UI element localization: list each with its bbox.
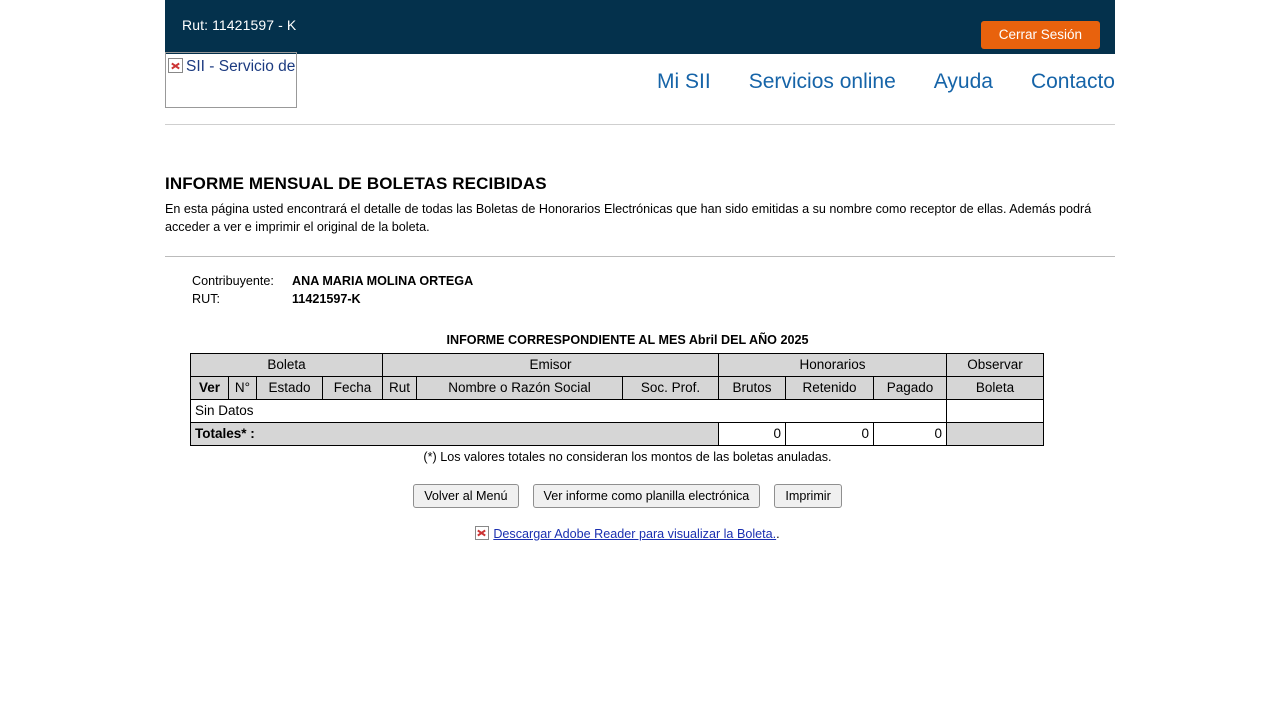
print-button[interactable]: Imprimir [774, 484, 841, 508]
group-header-honorarios: Honorarios [719, 354, 947, 377]
column-header-numero: N° [229, 377, 257, 400]
broken-image-icon [168, 58, 183, 73]
column-header-ver: Ver [191, 377, 229, 400]
contributor-value: ANA MARIA MOLINA ORTEGA [292, 274, 474, 288]
group-header-boleta: Boleta [191, 354, 383, 377]
column-header-estado: Estado [257, 377, 323, 400]
taxpayer-name-row [192, 272, 1115, 290]
table-row-totals [191, 423, 1044, 446]
table-row-empty [191, 400, 1044, 423]
column-header-rut: Rut [383, 377, 417, 400]
table-footnote: (*) Los valores totales no consideran los montos de las boletas anuladas. [423, 450, 832, 464]
content-frame [165, 0, 1115, 720]
group-header-observar: Observar [947, 354, 1044, 377]
sii-logo-alt-text: SII - Servicio de [186, 58, 296, 75]
page-intro-text: En esta página usted encontrará el detalle de todas las Boletas de Honorarios Electrónicas que han sido emitidas a su nombre como receptor de ellas. Además podrá acceder a ver e imprimir el original de la boleta. [165, 202, 1092, 234]
taxpayer-rut-value: 11421597-K [292, 292, 361, 306]
report-period-heading: INFORME CORRESPONDIENTE AL MES Abril DEL AÑO 2025 [446, 333, 809, 347]
totals-observar-cell [947, 423, 1044, 446]
taxpayer-rut-row [192, 290, 1115, 308]
totals-retenido-cell: 0 [786, 423, 874, 446]
main-content [165, 174, 1115, 541]
adobe-reader-link[interactable]: Descargar Adobe Reader para visualizar la Boleta. [493, 527, 777, 541]
adobe-reader-download [165, 526, 1090, 541]
site-header [165, 54, 1115, 125]
boletas-report-table [190, 353, 1044, 446]
totals-pagado-cell: 0 [874, 423, 947, 446]
nav-item-mi-sii[interactable]: Mi SII [657, 70, 711, 93]
nav-item-ayuda[interactable]: Ayuda [933, 70, 993, 93]
column-header-observar-boleta: Boleta [947, 377, 1044, 400]
taxpayer-rut-label: RUT: [192, 292, 220, 306]
column-header-soc-prof: Soc. Prof. [623, 377, 719, 400]
divider [165, 256, 1115, 257]
download-trailing-period: . [776, 527, 780, 541]
column-header-nombre-razon-social: Nombre o Razón Social [417, 377, 623, 400]
sii-logo[interactable] [165, 52, 297, 108]
top-bar [165, 0, 1115, 54]
column-header-pagado: Pagado [874, 377, 947, 400]
session-rut-label: Rut: 11421597 - K [182, 17, 297, 33]
empty-observar-cell [947, 400, 1044, 423]
taxpayer-info [192, 272, 1115, 308]
table-column-header-row [191, 377, 1044, 400]
empty-message-cell: Sin Datos [191, 400, 947, 423]
back-to-menu-button[interactable]: Volver al Menú [413, 484, 518, 508]
totals-label-cell: Totales* : [191, 423, 719, 446]
column-header-retenido: Retenido [786, 377, 874, 400]
table-group-header-row [191, 354, 1044, 377]
nav-item-servicios-online[interactable]: Servicios online [748, 70, 896, 93]
broken-image-icon [475, 526, 489, 540]
main-navigation [657, 70, 1115, 94]
contributor-label: Contribuyente: [192, 274, 274, 288]
column-header-brutos: Brutos [719, 377, 786, 400]
totals-brutos-cell: 0 [719, 423, 786, 446]
view-as-spreadsheet-button[interactable]: Ver informe como planilla electrónica [533, 484, 761, 508]
action-buttons [165, 484, 1090, 508]
logout-button[interactable]: Cerrar Sesión [981, 21, 1100, 49]
group-header-emisor: Emisor [383, 354, 719, 377]
column-header-fecha: Fecha [323, 377, 383, 400]
page-title: INFORME MENSUAL DE BOLETAS RECIBIDAS [165, 174, 547, 193]
nav-item-contacto[interactable]: Contacto [1030, 70, 1115, 93]
